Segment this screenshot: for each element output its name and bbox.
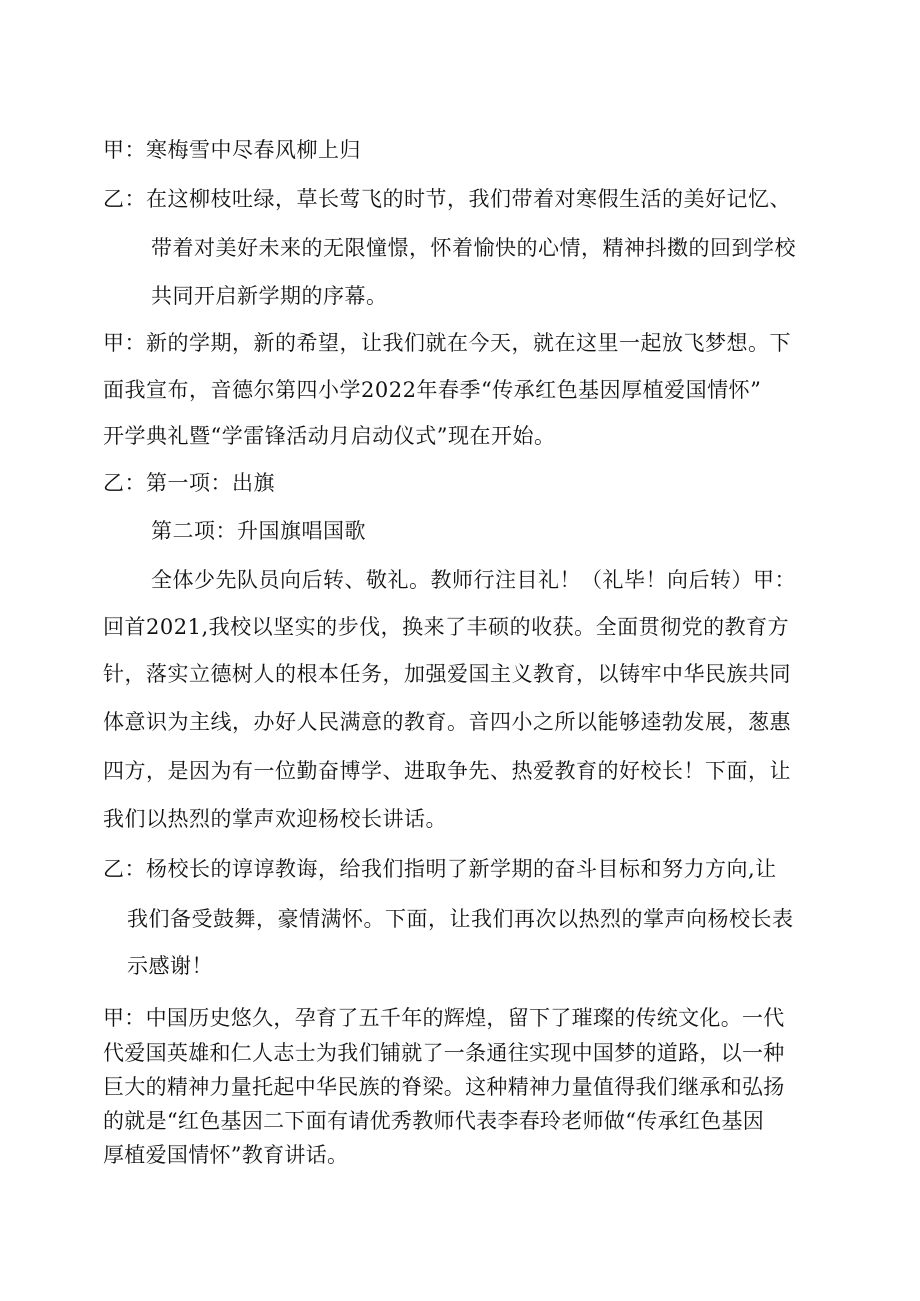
text-line: 面我宣布，音德尔第四小学2022年春季“传承红色基因厚植爱国情怀” — [103, 378, 762, 402]
text-line: 带着对美好未来的无限憧憬，怀着愉快的心情，精神抖擞的回到学校 — [151, 236, 796, 260]
text-line: 代爱国英雄和仁人志士为我们铺就了一条通往实现中国梦的道路，以一种 — [103, 1041, 785, 1065]
text-line: 甲：中国历史悠久，孕育了五千年的辉煌，留下了璀璨的传统文化。一代 — [103, 1006, 785, 1030]
text-line: 甲：新的学期，新的希望，让我们就在今天，就在这里一起放飞梦想。下 — [103, 331, 791, 355]
text-line: 示感谢！ — [127, 954, 213, 978]
text-line: 我们以热烈的掌声欢迎杨校长讲话。 — [103, 807, 447, 831]
text-line: 我们备受鼓舞，豪情满怀。下面，让我们再次以热烈的掌声向杨校长表 — [127, 907, 794, 931]
text-line: 乙：第一项：出旗 — [103, 471, 275, 495]
text-line: 开学典礼暨“学雷锋活动月启动仪式”现在开始。 — [103, 424, 556, 448]
text-line: 四方，是因为有一位勤奋博学、进取争先、热爱教育的好校长！下面，让 — [103, 759, 791, 783]
text-line: 厚植爱国情怀”教育讲话。 — [103, 1143, 349, 1167]
text-line: 针，落实立德树人的根本任务，加强爱国主义教育，以铸牢中华民族共同 — [103, 662, 791, 686]
text-line: 巨大的精神力量托起中华民族的脊梁。这种精神力量值得我们继承和弘扬 — [103, 1075, 785, 1099]
text-line: 全体少先队员向后转、敬礼。教师行注目礼！（礼毕！向后转）甲： — [151, 568, 796, 592]
text-line: 体意识为主线，办好人民满意的教育。音四小之所以能够逵勃发展，葱惠 — [103, 710, 791, 734]
text-line: 第二项：升国旗唱国歌 — [151, 519, 366, 543]
text-line: 的就是“红色基因二下面有请优秀教师代表李春玲老师做“传承红色基因 — [103, 1109, 765, 1133]
text-line: 乙：杨校长的谆谆教诲，给我们指明了新学期的奋斗目标和努力方向,让 — [103, 857, 777, 881]
text-line: 乙：在这柳枝吐绿，草长莺飞的时节，我们带着对寒假生活的美好记忆、 — [103, 187, 791, 211]
text-line: 共同开启新学期的序幕。 — [151, 284, 388, 308]
text-line: 甲：寒梅雪中尽春风柳上归 — [103, 138, 361, 162]
text-line: 回首2021,我校以坚实的步伐，换来了丰硕的收获。全面贯彻党的教育方 — [103, 615, 790, 639]
